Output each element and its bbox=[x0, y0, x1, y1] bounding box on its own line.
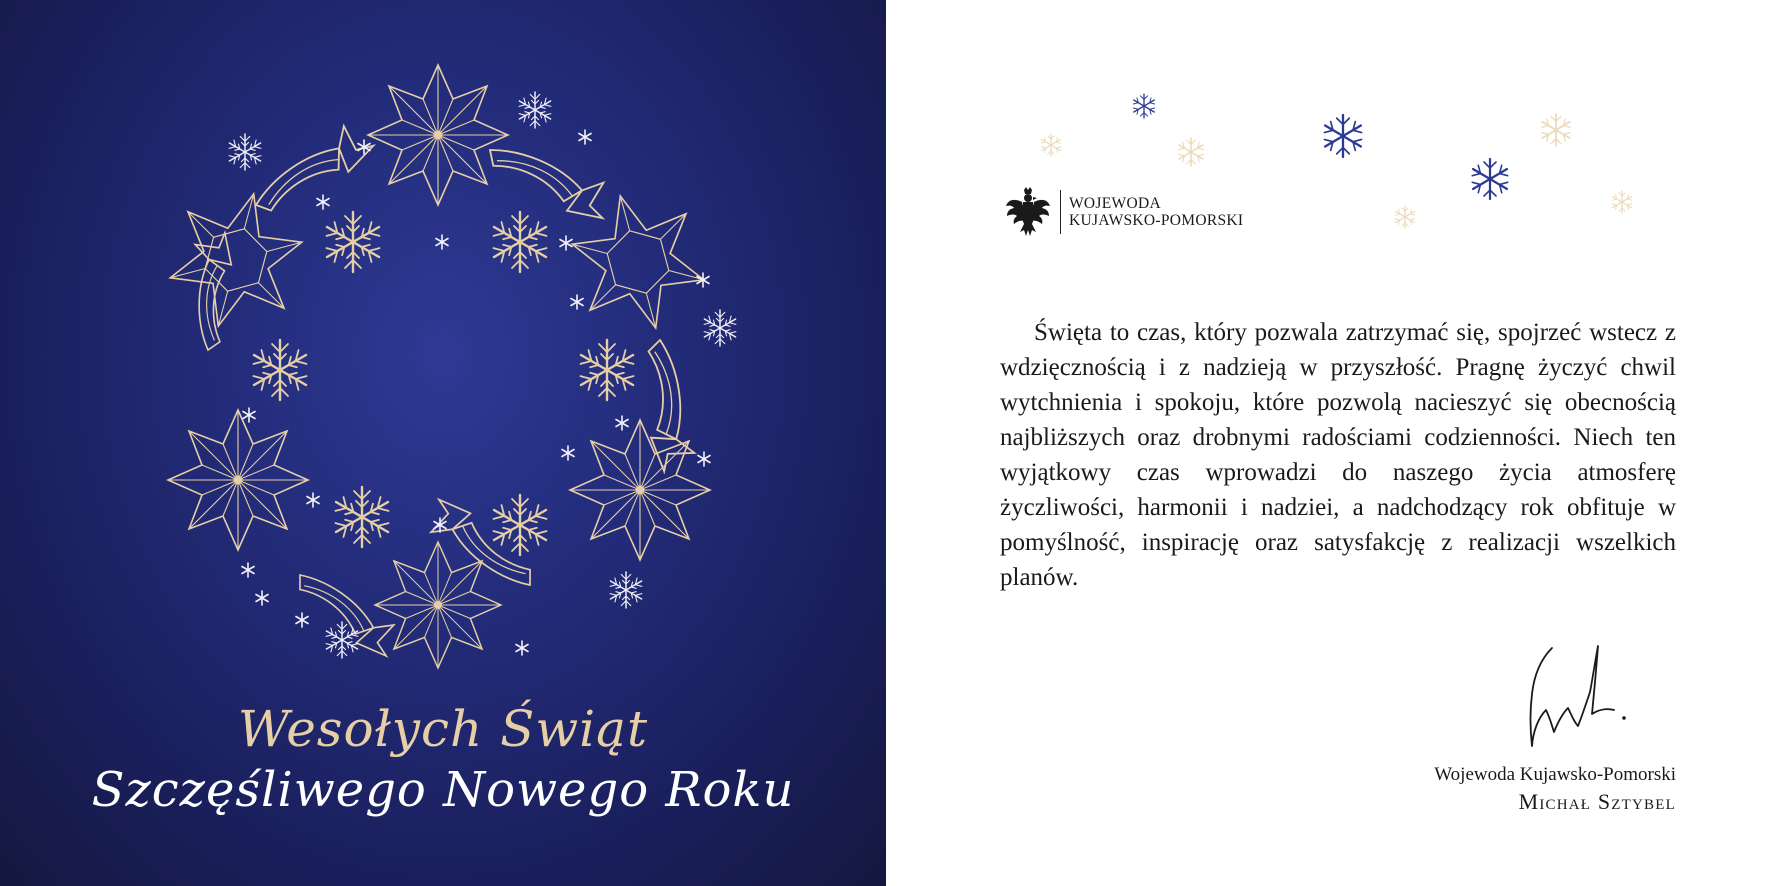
snowflake-icon bbox=[1472, 159, 1507, 199]
snowflake-icon bbox=[493, 495, 546, 555]
emblem-divider bbox=[1060, 190, 1061, 234]
emblem-title-line1: WOJEWODA bbox=[1069, 195, 1161, 212]
snowflake-icon bbox=[1179, 138, 1204, 166]
signatory-role: Wojewoda Kujawsko-Pomorski bbox=[1434, 764, 1676, 785]
snowflake-icon bbox=[1041, 134, 1060, 156]
snowflake-icon bbox=[326, 212, 379, 272]
wreath-star-left-upper bbox=[161, 179, 310, 342]
snowflake-icon bbox=[335, 487, 388, 547]
snowflake-icon bbox=[253, 340, 306, 400]
wreath-star-left-lower bbox=[168, 410, 308, 550]
handwritten-signature bbox=[1494, 636, 1634, 766]
card-letter-panel bbox=[886, 0, 1772, 886]
emblem-title bbox=[1069, 195, 1243, 229]
emblem-title-line2: KUJAWSKO-POMORSKI bbox=[1069, 212, 1244, 229]
greeting-letter-body: Święta to czas, który pozwala zatrzymać się, spojrzeć wstecz z wdzięcznością i z nadzieją w przyszłość. Pragnę życzyć chwil wytchnienia i spokoju, które pozwolą nacieszyć się obecnością najbliższych oraz drobnymi radościami codzienności. Niech ten wyjątkowy czas wprowadzi do naszego życia atmosferę życzliwości, harmonii i nadziei, a nadchodzący rok obfituje w pomyślność, inspirację oraz satysfakcję z realizacji wszelkich planów. bbox=[1000, 319, 1676, 591]
snowflake-icon bbox=[1612, 191, 1631, 213]
snowflake-icon bbox=[1542, 114, 1570, 146]
snowflake-icon bbox=[1133, 94, 1154, 118]
snowflake-icon bbox=[1324, 115, 1361, 157]
snowflake-icon bbox=[1395, 206, 1414, 228]
signatory-name: Michał Sztybel bbox=[1518, 789, 1676, 814]
wreath-star-bottom bbox=[375, 542, 501, 668]
wreath-star-right-upper bbox=[563, 181, 712, 344]
wreath-star-top bbox=[368, 65, 508, 205]
polish-eagle-emblem-icon bbox=[1004, 186, 1052, 238]
wreath-star-right-lower bbox=[570, 420, 710, 560]
snowflake-icon bbox=[580, 340, 633, 400]
greeting-merry-christmas: Wesołych Świąt bbox=[237, 700, 649, 758]
snowflake-icon bbox=[493, 212, 546, 272]
voivode-emblem-block bbox=[1004, 186, 1243, 238]
greeting-happy-new-year: Szczęśliwego Nowego Roku bbox=[91, 762, 795, 818]
